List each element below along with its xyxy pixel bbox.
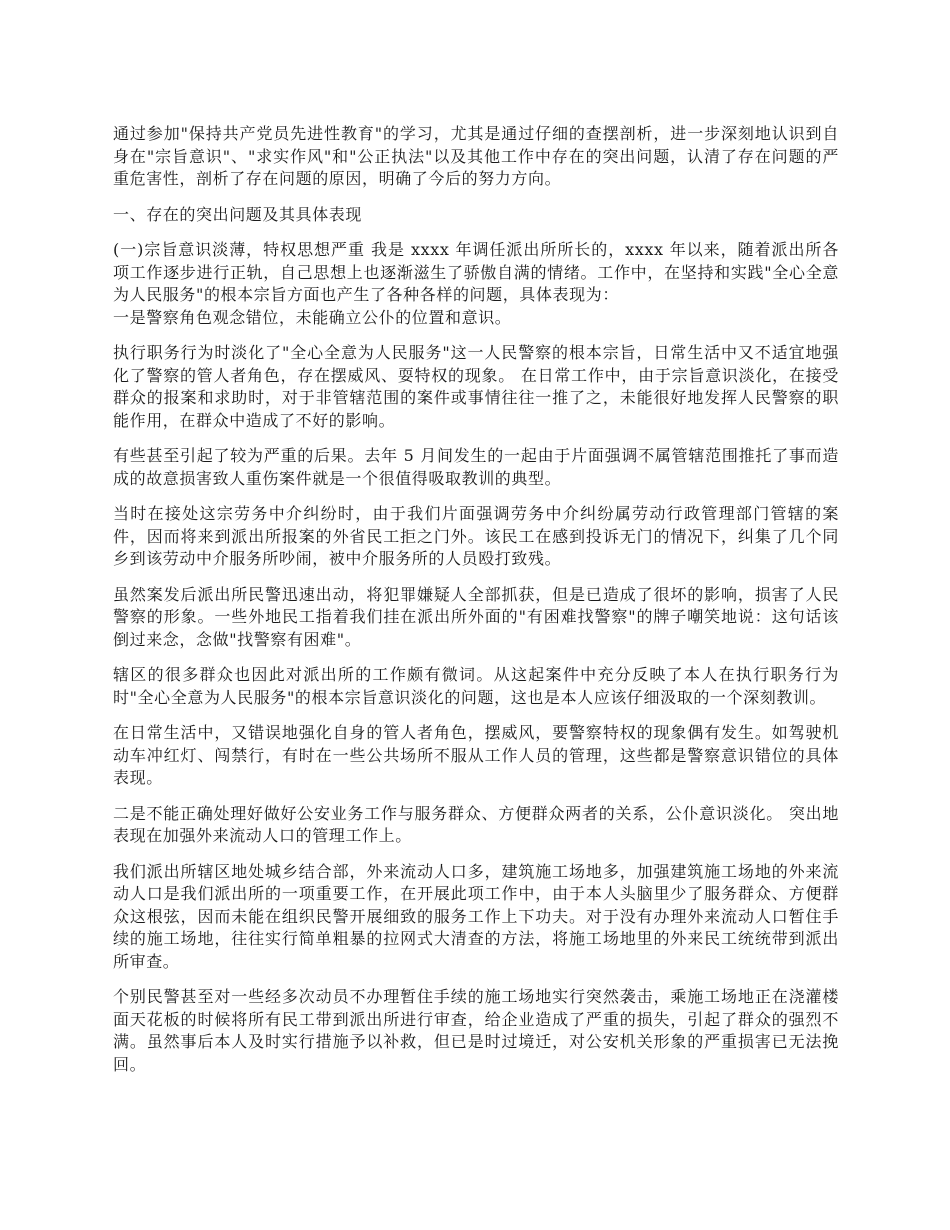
document-body	[113, 123, 839, 1089]
body-paragraph-4: 当时在接处这宗劳务中介纠纷时，由于我们片面强调劳务中介纠纷属劳动行政管理部门管辖的案件，因而将来到派出所报案的外省民工拒之门外。该民工在感到投诉无门的情况下，纠集了几个同乡到该劳动中介服务所吵闹，被中介服务所的人员殴打致残。	[113, 504, 839, 568]
body-paragraph-3: 有些甚至引起了较为严重的后果。去年 5 月间发生的一起由于片面强调不属管辖范围推托了事而造成的故意损害致人重伤案件就是一个很值得吸取教训的典型。	[113, 446, 839, 488]
body-paragraph-2: 执行职务行为时淡化了"全心全意为人民服务"这一人民警察的根本宗旨，日常生活中又不适宜地强化了警察的管人者角色，存在摆威风、耍特权的现象。 在日常工作中，由于宗旨意识淡化，在接受群众的报案和求助时，对于非管辖范围的案件或事情往往一推了之，未能很好地发挥人民警察的职能作用，在群众中造成了不好的影响。	[113, 343, 839, 430]
body-paragraph-6: 辖区的很多群众也因此对派出所的工作颇有微词。从这起案件中充分反映了本人在执行职务行为时"全心全意为人民服务"的根本宗旨意识淡化的问题，这也是本人应该仔细汲取的一个深刻教训。	[113, 665, 839, 707]
intro-paragraph: 通过参加"保持共产党员先进性教育"的学习，尤其是通过仔细的查摆剖析，进一步深刻地认识到自身在"宗旨意识"、"求实作风"和"公正执法"以及其他工作中存在的突出问题，认清了存在问题的严重危害性，剖析了存在问题的原因，明确了今后的努力方向。	[113, 124, 839, 188]
body-paragraph-9: 我们派出所辖区地处城乡结合部，外来流动人口多，建筑施工场地多，加强建筑施工场地的外来流动人口是我们派出所的一项重要工作，在开展此项工作中，由于本人头脑里少了服务群众、方便群众这根弦，因而未能在组织民警开展细致的服务工作上下功夫。对于没有办理外来流动人口暂住手续的施工场地，往往实行简单粗暴的拉网式大清查的方法，将施工场地里的外来民工统统带到派出所审查。	[113, 861, 839, 971]
section-heading: 一、存在的突出问题及其具体表现	[113, 204, 363, 224]
body-paragraph-5: 虽然案发后派出所民警迅速出动，将犯罪嫌疑人全部抓获，但是已造成了很坏的影响，损害了人民警察的形象。一些外地民工指着我们挂在派出所外面的"有困难找警察"的牌子嘲笑地说：这句话该倒过来念，念做"找警察有困难"。	[113, 584, 839, 649]
body-paragraph-10: 个别民警甚至对一些经多次动员不办理暂住手续的施工场地实行突然袭击，乘施工场地正在浇灌楼面天花板的时候将所有民工带到派出所进行审查，给企业造成了严重的损失，引起了群众的强烈不满。虽然事后本人及时实行措施予以补救，但已是时过境迁，对公安机关形象的严重损害已无法挽回。	[113, 987, 839, 1074]
body-paragraph-1: (一)宗旨意识淡薄，特权思想严重 我是 xxxx 年调任派出所所长的，xxxx 年以来，随着派出所各项工作逐步进行正轨，自己思想上也逐渐滋生了骄傲自满的情绪。工作中，在坚持和实践"全心全意为人民服务"的根本宗旨方面也产生了各种各样的问题，具体表现为： 一是警察角色观念错位，未能确立公仆的位置和意识。	[113, 240, 839, 327]
body-paragraph-8: 二是不能正确处理好做好公安业务工作与服务群众、方便群众两者的关系，公仆意识淡化。 突出地表现在加强外来流动人口的管理工作上。	[113, 803, 839, 845]
body-paragraph-7: 在日常生活中，又错误地强化自身的管人者角色，摆威风，要警察特权的现象偶有发生。如驾驶机动车冲红灯、闯禁行，有时在一些公共场所不服从工作人员的管理，这些都是警察意识错位的具体表现。	[113, 723, 839, 787]
